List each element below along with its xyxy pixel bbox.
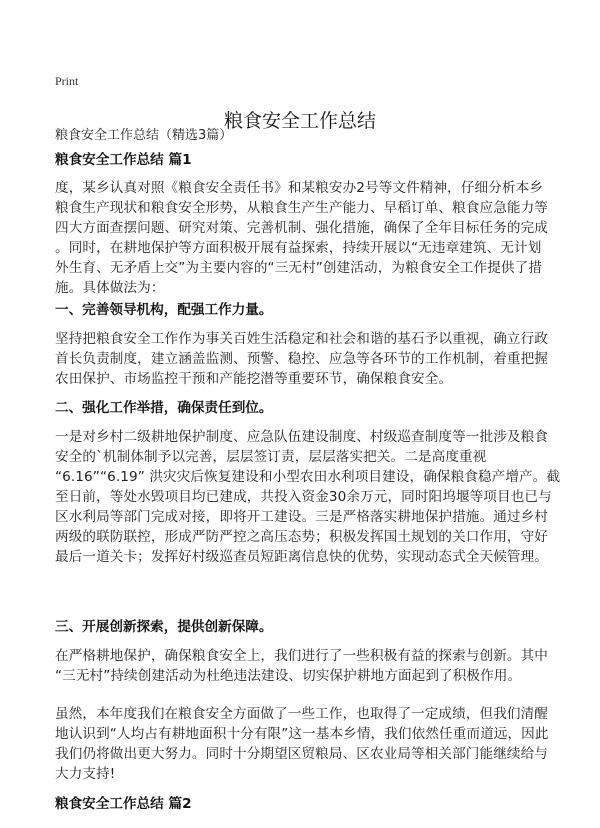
section-heading: 粮食安全工作总结 篇1 [55, 152, 192, 168]
section-heading: 一、完善领导机构，配强工作力量。 [55, 302, 273, 318]
subtitle: 粮食安全工作总结（精选3篇） [55, 128, 233, 143]
paragraph [55, 178, 555, 298]
paragraph [55, 329, 555, 389]
paragraph-line: 一是对乡村二级耕地保护制度、应急队伍建设制度、村级巡查制度等一批涉及粮食 [55, 429, 548, 445]
paragraph-line: 我们仍将做出更大努力。同时十分期望区贸粮局、区农业局等相关部门能继续给与 [55, 746, 548, 762]
paragraph-line: 两级的联防联控，形成严防严控之高压态势；积极发挥国土规划的关口作用，守好 [55, 529, 548, 545]
section-heading: 三、开展创新探索，提供创新保障。 [55, 619, 273, 635]
page-title: 粮食安全工作总结 [223, 110, 376, 132]
paragraph [55, 646, 555, 686]
paragraph-line: 大力支持! [55, 766, 116, 782]
paragraph [55, 704, 555, 784]
paragraph-line: 虽然，本年度我们在粮食安全方面做了一些工作，也取得了一定成绩，但我们清醒 [55, 706, 548, 722]
paragraph-line: 安全的`机制体制予以完善，层层签订责，层层落实把关。二是高度重视 [55, 449, 487, 465]
paragraph-line: 粮食生产现状和粮食安全形势，从粮食生产生产能力、早稻订单、粮食应急能力等 [55, 200, 548, 216]
paragraph-line: 外生育、无矛盾上交”为主要内容的“三无村”创建活动，为粮食安全工作提供了措 [55, 260, 543, 276]
paragraph-line: “三无村”持续创建活动为杜绝违法建设、切实保护耕地方面起到了积极作用。 [55, 668, 522, 684]
paragraph-line: “6.16”“6.19” 洪灾灾后恢复建设和小型农田水利项目建设，确保粮食稳产增产。截 [55, 469, 561, 485]
section-heading: 二、强化工作举措，确保责任到位。 [55, 400, 273, 416]
paragraph-line: 农田保护、市场监控干预和产能挖潜等重要环节，确保粮食安全。 [55, 371, 453, 387]
print-link[interactable]: Print [55, 74, 79, 88]
paragraph-line: 施。具体做法为： [55, 280, 165, 296]
paragraph-line: 在严格耕地保护，确保粮食安全上，我们进行了一些积极有益的探索与创新。其中 [55, 648, 548, 664]
paragraph-line: 首长负责制度，建立涵盖监测、预警、稳控、应急等各环节的工作机制，着重把握 [55, 351, 548, 367]
paragraph-line: 度，某乡认真对照《粮食安全责任书》和某粮安办2号等文件精神，仔细分析本乡 [55, 180, 544, 196]
paragraph-line: 四大方面查摆问题、研究对策、完善机制、强化措施，确保了全年目标任务的完成 [55, 220, 548, 236]
paragraph-line: 至日前，等处水毁项目均已建成，共投入资金30余万元，同时阳坞堰等项目也已与 [55, 489, 552, 505]
paragraph [55, 427, 561, 567]
paragraph-line: 坚持把粮食安全工作作为事关百姓生活稳定和社会和谐的基石予以重视，确立行政 [55, 331, 548, 347]
section-heading: 粮食安全工作总结 篇2 [55, 796, 192, 812]
paragraph-line: 区水利局等部门完成对接，即将开工建设。三是严格落实耕地保护措施。通过乡村 [55, 509, 548, 525]
paragraph-line: 地认识到“人均占有耕地面积十分有限”这一基本乡情，我们依然任重而道远，因此 [55, 726, 549, 742]
paragraph-line: 。同时，在耕地保护等方面积极开展有益探索，持续开展以“无违章建筑、无计划 [55, 240, 542, 256]
paragraph-line: 最后一道关卡；发挥好村级巡查员短距离信息快的优势，实现动态式全天候管理。 [55, 549, 548, 565]
